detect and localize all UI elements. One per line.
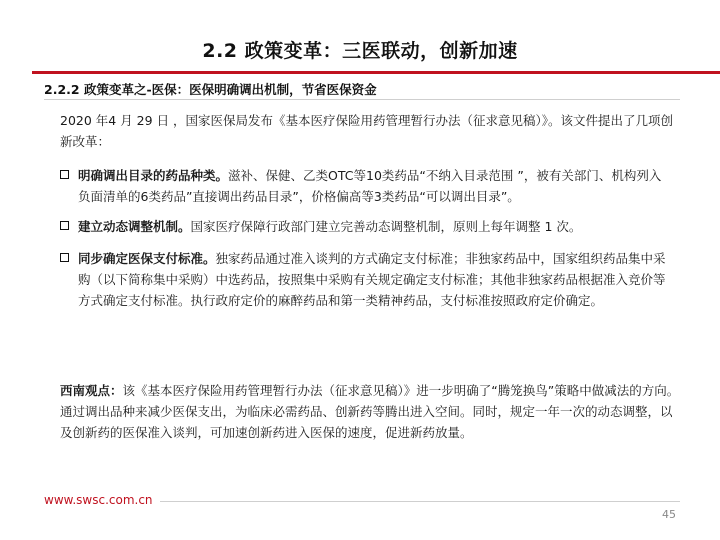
footer-website-link[interactable]: www.swsc.com.cn xyxy=(44,493,153,507)
footer-divider xyxy=(160,501,680,502)
bullet-item xyxy=(60,248,672,311)
bullet-heading: 建立动态调整机制。 xyxy=(78,219,191,234)
bullet-body: 独家药品通过准入谈判的方式确定支付标准；非独家药品中，国家组织药品集中采购（以下简称集中采购）中选药品，按照集中采购有关规定确定支付标准；其他非独家药品根据准入竞价等方式确定支付标准。执行政府定价的麻醉药品和第一类精神药品，支付标准按照政府定价确定。 xyxy=(78,251,666,308)
bullet-body: 国家医疗保障行政部门建立完善动态调整机制，原则上每年调整 1 次。 xyxy=(190,219,582,234)
section-subtitle: 2.2.2 政策变革之-医保：医保明确调出机制，节省医保资金 xyxy=(44,82,377,97)
analyst-view-body: 该《基本医疗保险用药管理暂行办法（征求意见稿）》进一步明确了“腾笼换鸟”策略中做减法的方向。通过调出品种来减少医保支出，为临床必需药品、创新药等腾出进入空间。同时，规定一年一次的动态调整，以及创新药的医保准入谈判，可加速创新药进入医保的速度，促进新药放量。 xyxy=(60,383,680,440)
bullet-item xyxy=(60,165,672,207)
page-title: 2.2 政策变革：三医联动，创新加速 xyxy=(202,40,518,62)
subtitle-divider xyxy=(44,99,680,100)
bullet-item xyxy=(60,216,672,237)
square-bullet-icon xyxy=(60,170,69,179)
bullet-body: 滋补、保健、乙类OTC等10类药品“不纳入目录范围 ”，被有关部门、机构列入负面清单的6类药品”直接调出药品目录”，价格偏高等3类药品“可以调出目录”。 xyxy=(78,168,662,204)
square-bullet-icon xyxy=(60,253,69,262)
analyst-view-label: 西南观点： xyxy=(60,383,123,398)
intro-paragraph: 2020 年4 月 29 日 ，国家医保局发布《基本医疗保险用药管理暂行办法（征求意见稿）》。该文件提出了几项创新改革： xyxy=(60,113,674,149)
title-underline xyxy=(32,71,720,74)
bullet-heading: 同步确定医保支付标准。 xyxy=(78,251,216,266)
square-bullet-icon xyxy=(60,221,69,230)
page-number: 45 xyxy=(662,508,676,521)
bullet-heading: 明确调出目录的药品种类。 xyxy=(78,168,229,183)
analyst-view-paragraph xyxy=(60,380,680,443)
